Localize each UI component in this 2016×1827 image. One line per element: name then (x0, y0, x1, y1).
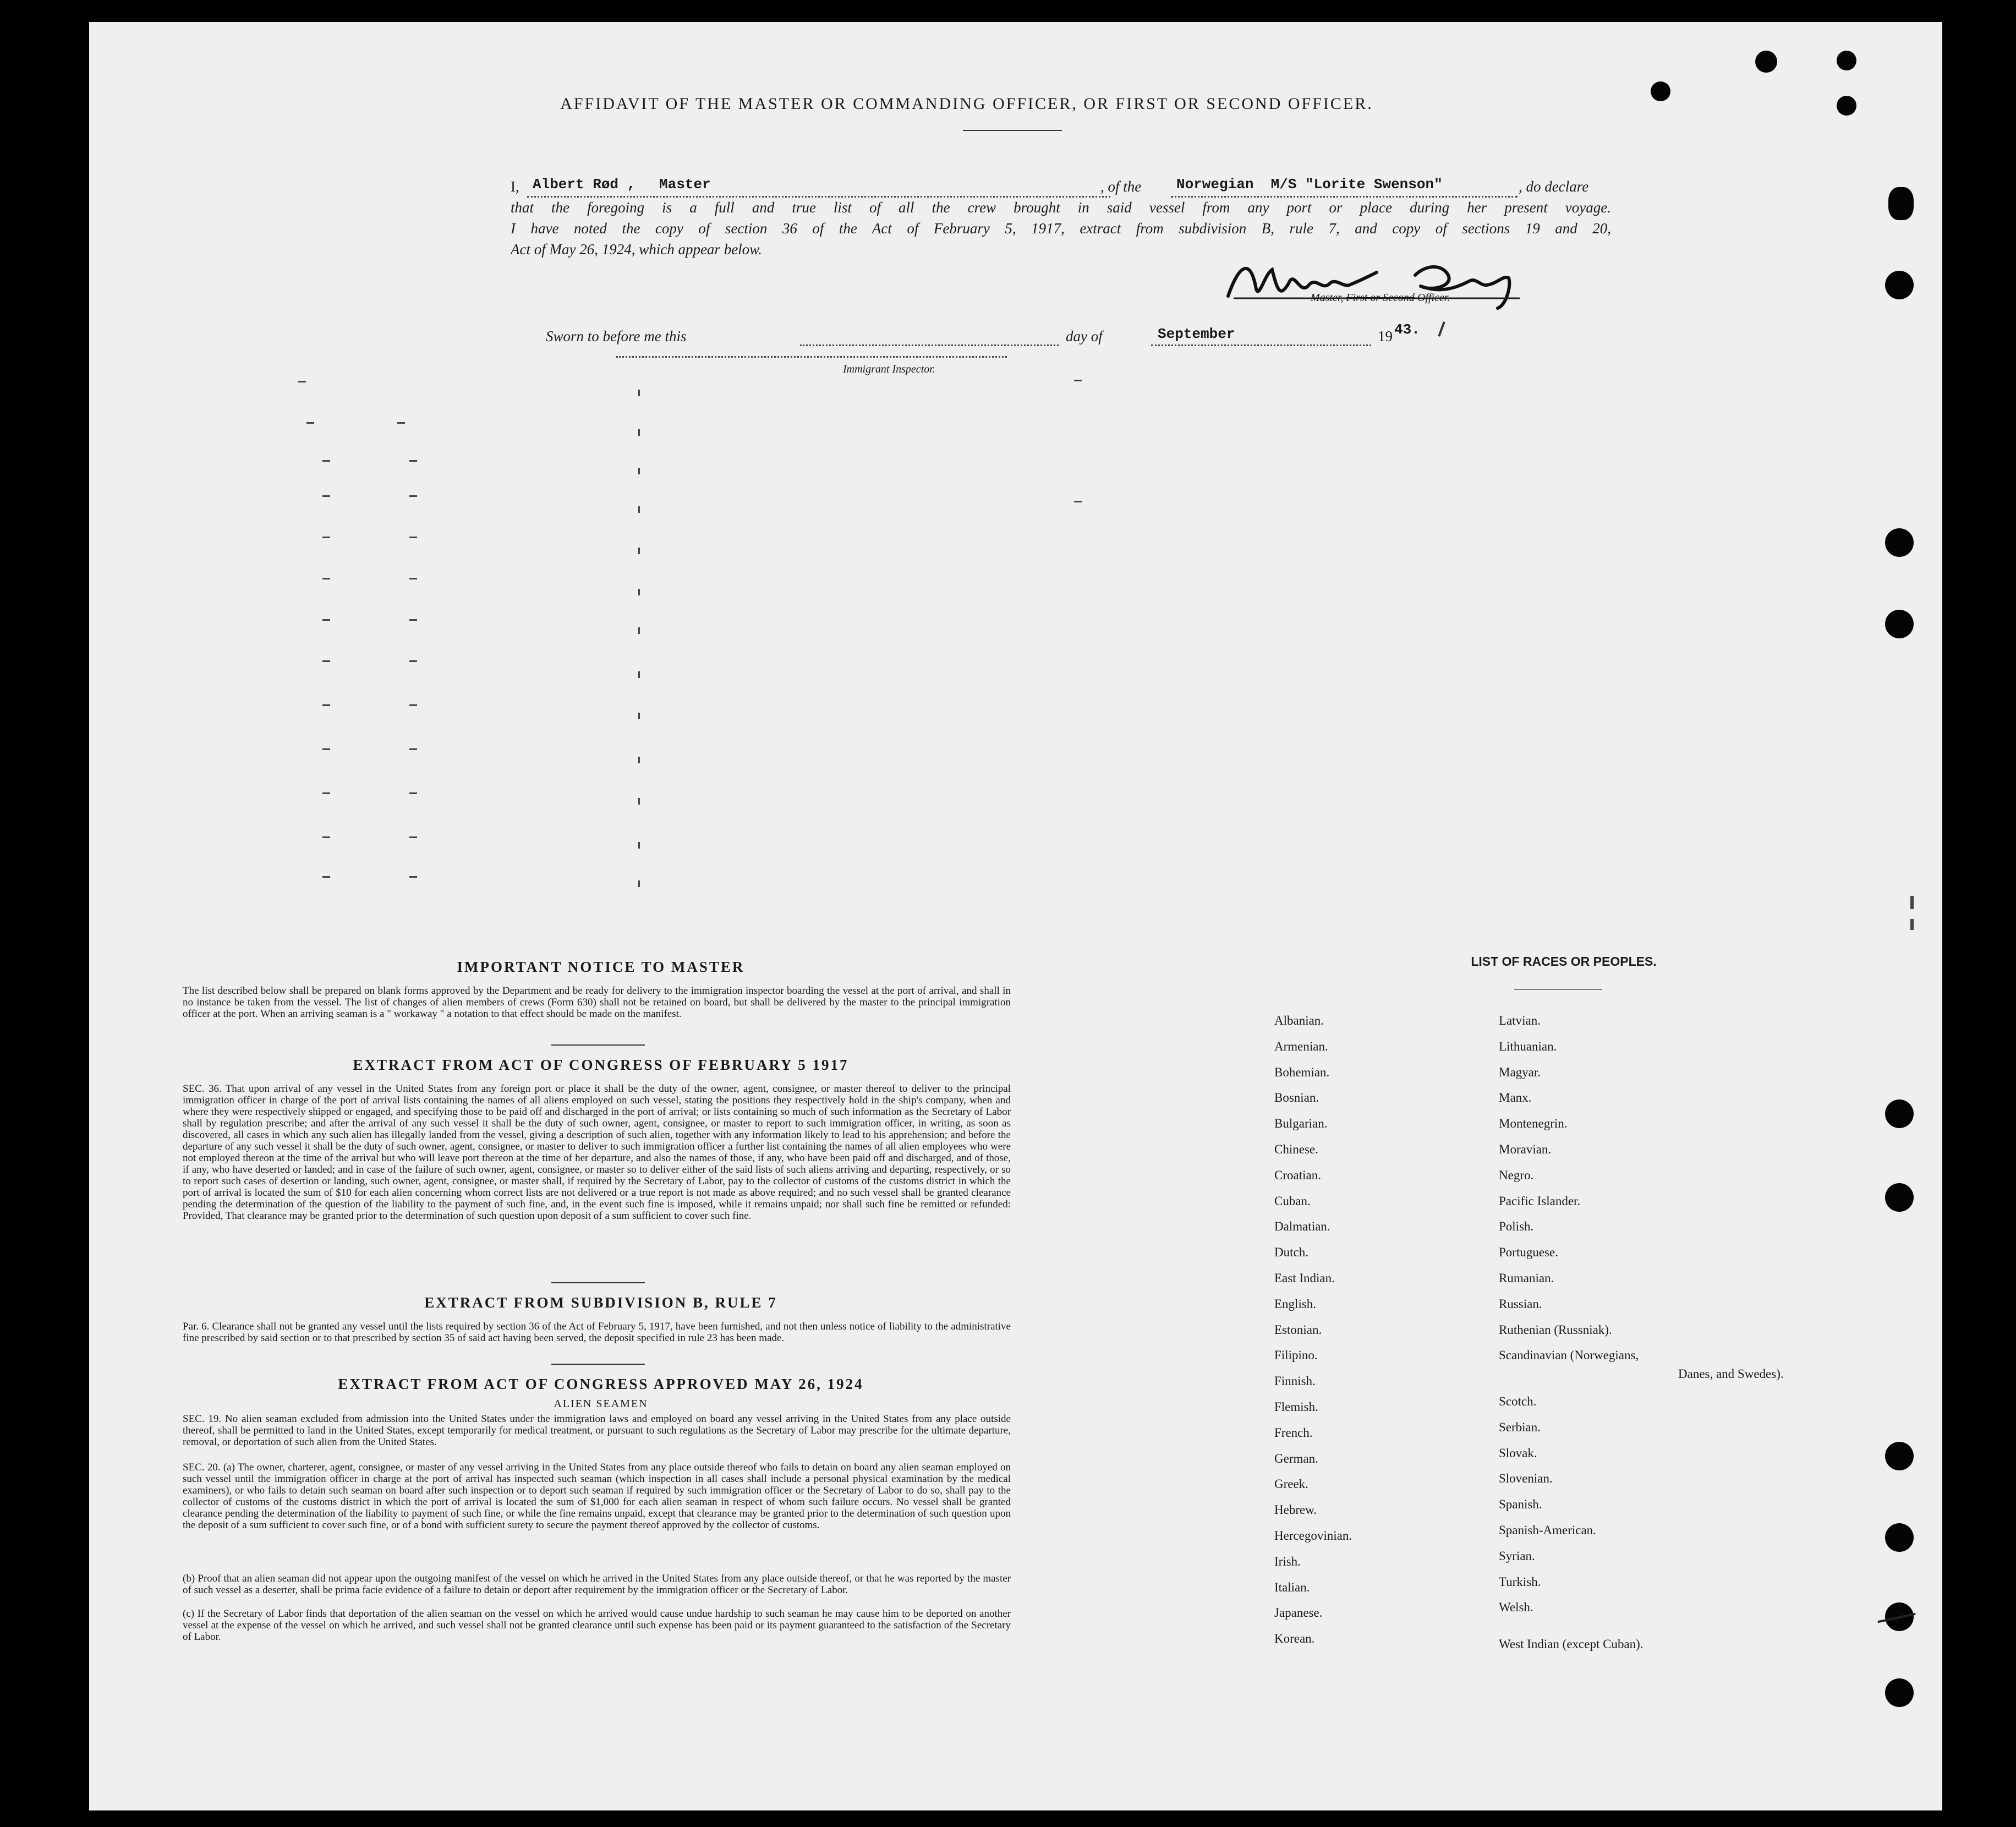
table-mark (322, 792, 330, 794)
extract2-body: Par. 6. Clearance shall not be granted any vessel until the lists required by section 36 of the Act of February 5, 1917, have been furnished, and not then unless notice of liability to the administrative fine prescribed by said section or to that prescribed by section 35 of said act having been served, the deposit specified in rule 23 has been made. (183, 1321, 1011, 1344)
race-item: Slovenian. (1499, 1472, 1553, 1485)
signature-caption (1311, 292, 1450, 304)
table-mark (409, 792, 417, 794)
race-item: Negro. (1499, 1168, 1534, 1182)
affidavit-heading: AFFIDAVIT OF THE MASTER OR COMMANDING OFFICER, OR FIRST OR SECOND OFFICER. (560, 95, 1373, 113)
punch-hole (1755, 51, 1777, 73)
punch-hole (1885, 1442, 1914, 1470)
table-mark (322, 836, 330, 838)
sworn-month: September (1158, 326, 1235, 342)
race-item: Bosnian. (1274, 1091, 1319, 1104)
punch-hole (1885, 610, 1914, 638)
table-mark (638, 390, 640, 396)
notice-title: IMPORTANT NOTICE TO MASTER (457, 959, 745, 975)
extract3-title: EXTRACT FROM ACT OF CONGRESS APPROVED MAY 26, 1924 (338, 1376, 864, 1392)
caption-master: Master, (1311, 292, 1344, 304)
table-mark (638, 671, 640, 678)
caption-officer: Officer. (1417, 292, 1450, 304)
pen-tick (1438, 321, 1445, 337)
race-item: Ruthenian (Russniak). (1499, 1323, 1612, 1337)
race-item: Magyar. (1499, 1065, 1541, 1079)
table-mark (409, 836, 417, 838)
edge-mark (1910, 896, 1914, 909)
extract1-title: EXTRACT FROM ACT OF CONGRESS OF FEBRUARY 5 1917 (353, 1057, 849, 1073)
table-mark (409, 578, 417, 579)
race-item: Scotch. (1499, 1394, 1537, 1408)
table-mark (409, 660, 417, 662)
race-item: Rumanian. (1499, 1271, 1554, 1285)
table-mark (298, 381, 306, 382)
table-mark (638, 880, 640, 887)
race-item: English. (1274, 1297, 1317, 1311)
race-item: Welsh. (1499, 1600, 1533, 1614)
heading-rule (963, 130, 1062, 131)
inspector-blank (616, 356, 1007, 358)
table-mark (322, 876, 330, 878)
race-item: Italian. (1274, 1580, 1310, 1594)
race-item: Danes, and Swedes). (1678, 1367, 1784, 1381)
extract2-rule (551, 1364, 645, 1365)
table-mark (322, 619, 330, 621)
table-mark (638, 627, 640, 634)
race-item: Greek. (1274, 1477, 1308, 1491)
race-item: Korean. (1274, 1632, 1315, 1645)
affidavit-name: Albert Rød , (533, 176, 636, 193)
race-item: Cuban. (1274, 1194, 1311, 1208)
punch-hole (1885, 1523, 1914, 1552)
extract1-rule (551, 1282, 645, 1283)
table-mark (322, 537, 330, 538)
affidavit-pronoun: I, (511, 178, 519, 195)
race-item: Manx. (1499, 1091, 1532, 1104)
affidavit-do-declare: , do declare (1519, 178, 1589, 195)
race-item: Moravian. (1499, 1142, 1552, 1156)
punch-hole (1651, 81, 1670, 101)
table-mark (409, 495, 417, 497)
punch-hole (1837, 96, 1856, 116)
table-mark (638, 713, 640, 719)
race-item: Serbian. (1499, 1420, 1541, 1434)
race-item: Russian. (1499, 1297, 1542, 1311)
extract3-sec19: SEC. 19. No alien seaman excluded from admission into the United States under the immigration laws and employed on board any vessel arriving in the United States from any place outside thereof, shall be permitted to land in the United States, except temporarily for medical treatment, or pursuant to such regulations as the Secretary of Labor may prescribe for the ultimate departure, removal, or deportation of such alien from the United States. (183, 1413, 1011, 1448)
month-blank (1151, 344, 1371, 346)
sworn-year-prefix: 19 (1378, 328, 1393, 344)
sworn-prefix: Sworn to before me this (546, 328, 687, 344)
punch-hole (1885, 1183, 1914, 1212)
affidavit-line-1 (511, 178, 1611, 200)
race-item: Hebrew. (1274, 1503, 1317, 1517)
table-mark (306, 422, 314, 424)
day-blank (800, 344, 1059, 346)
race-item: Filipino. (1274, 1348, 1318, 1362)
table-mark (409, 460, 417, 462)
table-mark (322, 460, 330, 462)
table-mark (638, 468, 640, 474)
affidavit-of-the: , of the (1100, 178, 1142, 195)
table-mark (322, 495, 330, 497)
table-mark (638, 842, 640, 849)
punch-hole (1885, 1678, 1914, 1707)
extract3-sec20a: SEC. 20. (a) The owner, charterer, agent, consignee, or master of any vessel arriving in the United States from any place outside thereof who fails to detain on board any alien seaman employed on such vessel until the immigration officer in charge at the port of arrival has inspected such seaman (which inspection in all cases shall include a personal physical examination by the medical examiners), or who fails to detain such seaman on board after such inspection or to deport such seaman if required by such immigration officer or the Secretary of Labor to do so, shall pay to the collector of customs of the customs district in which the port of arrival is located the sum of $1,000 for each alien seaman in respect of whom such failure occurs. No vessel shall be granted clearance pending the determination of the liability to payment of such fine, or while the fine remains unpaid, except that clearance may be granted prior to the determination of such question upon the deposit of a sum sufficient to cover such fine, or of a bond with sufficient surety to secure the payment thereof approved by the collector of customs. (183, 1462, 1011, 1531)
race-item: Syrian. (1499, 1549, 1535, 1563)
affidavit-vessel: Norwegian M/S "Lorite Swenson" (1176, 176, 1443, 193)
table-mark (322, 578, 330, 579)
extract3-subtitle: ALIEN SEAMEN (554, 1398, 648, 1410)
race-item: Slovak. (1499, 1446, 1537, 1460)
name-blank (527, 196, 1110, 198)
affidavit-line-3: I have noted the copy of section 36 of the Act of February 5, 1917, extract from subdivision B, rule 7, and copy of sections 19 and 20, (511, 220, 1611, 237)
race-item: West Indian (except Cuban). (1499, 1637, 1644, 1651)
table-mark (638, 506, 640, 513)
race-item: Flemish. (1274, 1400, 1318, 1414)
race-item: Pacific Islander. (1499, 1194, 1581, 1208)
race-item: Albanian. (1274, 1014, 1324, 1027)
sworn-day-of: day of (1066, 328, 1103, 344)
sworn-line (546, 321, 1426, 350)
race-item: Turkish. (1499, 1575, 1541, 1589)
table-mark (322, 660, 330, 662)
punch-hole (1885, 271, 1914, 299)
table-mark (1074, 501, 1082, 502)
table-mark (638, 548, 640, 554)
race-item: Latvian. (1499, 1014, 1541, 1027)
race-item: Dutch. (1274, 1245, 1308, 1259)
race-item: Irish. (1274, 1555, 1301, 1568)
race-item: Montenegrin. (1499, 1117, 1568, 1130)
punch-hole (1837, 51, 1856, 70)
punch-hole (1885, 1100, 1914, 1128)
race-item: Estonian. (1274, 1323, 1322, 1337)
table-mark (638, 757, 640, 763)
notice-body: The list described below shall be prepared on blank forms approved by the Department and be ready for delivery to the immigration inspector boarding the vessel at the port of arrival, and shall in no instance be taken from the vessel. The list of changes of alien members of crews (Form 630) shall not be retained on board, but shall be delivered by the master to the principal immigration officer at the port. When an arriving seaman is a " workaway " a notation to that effect should be made on the manifest. (183, 985, 1011, 1020)
race-item: Dalmatian. (1274, 1219, 1330, 1233)
punch-hole (1888, 187, 1914, 220)
race-item: Scandinavian (Norwegians, (1499, 1348, 1639, 1362)
caption-struck: First or Second (1346, 292, 1415, 304)
affidavit-line-2: that the foregoing is a full and true list of all the crew brought in said vessel from any port or place during her present voyage. (511, 199, 1611, 216)
table-mark (409, 704, 417, 706)
race-item: Croatian. (1274, 1168, 1321, 1182)
race-item: East Indian. (1274, 1271, 1335, 1285)
table-mark (638, 429, 640, 436)
race-item: Spanish-American. (1499, 1523, 1596, 1537)
document-page (89, 22, 1942, 1810)
table-mark (1074, 380, 1082, 381)
extract2-title: EXTRACT FROM SUBDIVISION B, RULE 7 (424, 1294, 777, 1311)
table-mark (409, 876, 417, 878)
race-item: Finnish. (1274, 1374, 1316, 1388)
table-mark (322, 748, 330, 750)
inspector-caption: Immigrant Inspector. (843, 363, 935, 375)
race-item: Chinese. (1274, 1142, 1318, 1156)
punch-hole (1885, 528, 1914, 557)
races-title: LIST OF RACES OR PEOPLES. (1471, 954, 1657, 969)
affidavit-line-4: Act of May 26, 1924, which appear below. (511, 241, 762, 258)
race-item: Portuguese. (1499, 1245, 1558, 1259)
races-rule (1514, 989, 1602, 990)
race-item: Hercegovinian. (1274, 1529, 1352, 1542)
table-mark (638, 589, 640, 595)
extract1-body: SEC. 36. That upon arrival of any vessel in the United States from any foreign port or place it shall be the duty of the owner, agent, consignee, or master thereof to deliver to the principal immigration officer in charge of the port of arrival lists containing the names of all aliens employed on such vessel, stating the positions they respectively hold in the ship's company, when and where they were respectively shipped or engaged, and specifying those to be paid off and discharged in the port of arrival; or lists containing so much of such information as the Secretary of Labor shall by regulation prescribe; and after the arrival of any such vessel it shall be the duty of such owner, agent, consignee, or master to report to such immigration officer, in writing, as soon as discovered, all cases in which any such alien has illegally landed from the vessel, giving a description of such alien, together with any information likely to lead to his apprehension; and before the departure of any such vessel it shall be the duty of such owner, agent, consignee, or master to deliver to such immigration officer a further list containing the names of all alien employees who were not employed thereon at the time of the arrival but who will leave port thereon at the time of her departure, and also the names of those, if any, who have been paid off and discharged, and of those, if any, who have deserted or landed; and in case of the failure of such owner, agent, consignee, or master so to deliver either of the said lists of such aliens arriving and departing, respectively, or so to report such cases of desertion or landing, such owner, agent, consignee, or master shall, if required by the Secretary of Labor, pay to the collector of customs of the customs district in which the port of arrival is located the sum of $10 for each alien concerning whom correct lists are not delivered or a true report is not made as above required; and no such vessel shall be granted clearance pending the determination of the question of the liability to the payment of such fine, and, in the event such fine is imposed, while it remains unpaid; nor shall such fine be remitted or refunded: Provided, That clearance may be granted prior to the determination of such question upon deposit of a sum sufficient to cover such fine. (183, 1083, 1011, 1222)
race-item: Bohemian. (1274, 1065, 1330, 1079)
race-item: Spanish. (1499, 1497, 1542, 1511)
sworn-year-suffix: 43. (1394, 321, 1420, 338)
extract3-sec20b: (b) Proof that an alien seaman did not appear upon the outgoing manifest of the vessel on which he arrived in the United States from any place outside thereof, or that he was reported by the master of such vessel as a deserter, shall be prima facie evidence of a failure to detain or deport after requirement by the immigration officer or the Secretary of Labor. (183, 1573, 1011, 1596)
race-item: Polish. (1499, 1219, 1534, 1233)
race-item: French. (1274, 1426, 1313, 1440)
affidavit-rank: Master (659, 176, 711, 193)
notice-rule (551, 1044, 645, 1046)
master-signature (1212, 253, 1608, 314)
race-item: Bulgarian. (1274, 1117, 1328, 1130)
table-mark (322, 704, 330, 706)
vessel-blank (1171, 196, 1518, 198)
table-mark (409, 537, 417, 538)
table-mark (638, 798, 640, 805)
table-mark (409, 619, 417, 621)
race-item: Japanese. (1274, 1606, 1323, 1620)
race-item: Lithuanian. (1499, 1040, 1557, 1053)
table-mark (397, 422, 405, 424)
extract3-sec20c: (c) If the Secretary of Labor finds that deportation of the alien seaman on the vessel on which he arrived would cause undue hardship to such seaman he may cause him to be deported on another vessel at the expense of the vessel on which he arrived, and such vessel shall not be granted clearance until such expense has been paid or its payment guaranteed to the satisfaction of the Secretary of Labor. (183, 1608, 1011, 1643)
race-item: Armenian. (1274, 1040, 1328, 1053)
table-mark (409, 748, 417, 750)
edge-mark (1910, 919, 1914, 930)
race-item: German. (1274, 1452, 1318, 1465)
